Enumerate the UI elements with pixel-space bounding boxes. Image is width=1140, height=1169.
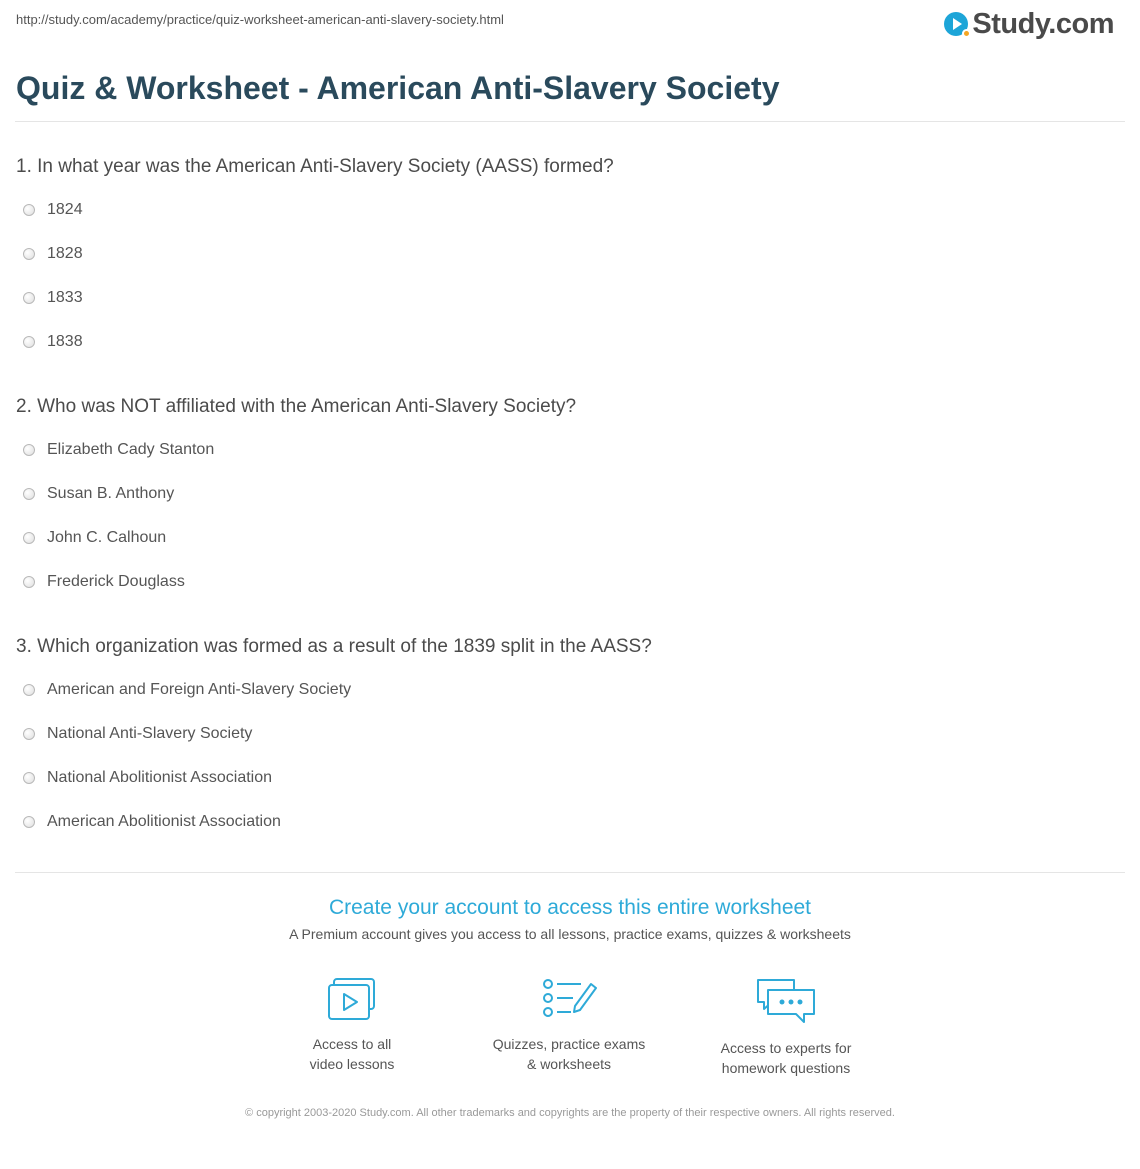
video-lessons-icon — [326, 976, 378, 1022]
option-label: 1838 — [47, 333, 83, 350]
feature-experts — [686, 976, 886, 1078]
answer-option[interactable] — [23, 572, 185, 592]
question-2: 2. Who was NOT affiliated with the American Anti-Slavery Society? — [16, 396, 577, 417]
page-title: Quiz & Worksheet - American Anti-Slavery Society — [16, 70, 780, 106]
radio-button[interactable] — [23, 684, 35, 696]
study-logo[interactable] — [944, 7, 1114, 41]
question-3: 3. Which organization was formed as a result of the 1839 split in the AASS? — [16, 636, 652, 657]
option-label: Frederick Douglass — [47, 573, 185, 590]
title-divider — [15, 121, 1125, 122]
feature-label: Access to all video lessons — [309, 1036, 395, 1072]
answer-option[interactable] — [23, 200, 83, 220]
radio-button[interactable] — [23, 576, 35, 588]
radio-button[interactable] — [23, 204, 35, 216]
feature-label: Access to experts for homework questions — [720, 1040, 852, 1076]
radio-button[interactable] — [23, 444, 35, 456]
answer-option[interactable] — [23, 812, 281, 832]
option-label: National Anti-Slavery Society — [47, 725, 253, 742]
copyright-notice: © copyright 2003-2020 Study.com. All other trademarks and copyrights are the property of their respective owners. All rights reserved. — [245, 1107, 895, 1119]
option-label: American and Foreign Anti-Slavery Society — [47, 681, 352, 698]
feature-video-lessons — [252, 976, 452, 1074]
answer-option[interactable] — [23, 440, 214, 460]
option-label: Susan B. Anthony — [47, 485, 175, 502]
option-label: Elizabeth Cady Stanton — [47, 441, 215, 458]
answer-option[interactable] — [23, 244, 83, 264]
answer-option[interactable] — [23, 680, 351, 700]
radio-button[interactable] — [23, 336, 35, 348]
answer-option[interactable] — [23, 484, 174, 504]
feature-quizzes — [469, 976, 669, 1074]
page-url: http://study.com/academy/practice/quiz-worksheet-american-anti-slavery-society.html — [16, 12, 504, 27]
option-label: National Abolitionist Association — [47, 769, 273, 786]
option-label: John C. Calhoun — [47, 529, 167, 546]
answer-option[interactable] — [23, 724, 252, 744]
radio-button[interactable] — [23, 532, 35, 544]
radio-button[interactable] — [23, 292, 35, 304]
radio-button[interactable] — [23, 772, 35, 784]
answer-option[interactable] — [23, 768, 272, 788]
logo-text: Study.com — [972, 7, 1114, 40]
top-bar — [0, 0, 1140, 48]
answer-option[interactable] — [23, 332, 83, 352]
checklist-pencil-icon — [541, 976, 597, 1022]
option-label: 1824 — [47, 201, 83, 218]
cta-subtitle: A Premium account gives you access to all lessons, practice exams, quizzes & worksheets — [289, 926, 851, 942]
question-1: 1. In what year was the American Anti-Slavery Society (AASS) formed? — [16, 156, 614, 177]
feature-label: Quizzes, practice exams & worksheets — [492, 1036, 646, 1072]
answer-option[interactable] — [23, 288, 83, 308]
section-divider — [15, 872, 1125, 873]
create-account-link[interactable]: Create your account to access this entire worksheet — [328, 896, 812, 919]
answer-option[interactable] — [23, 528, 166, 548]
radio-button[interactable] — [23, 488, 35, 500]
radio-button[interactable] — [23, 728, 35, 740]
option-label: 1828 — [47, 245, 83, 262]
radio-button[interactable] — [23, 248, 35, 260]
radio-button[interactable] — [23, 816, 35, 828]
option-label: 1833 — [47, 289, 83, 306]
chat-bubbles-icon — [754, 976, 818, 1026]
option-label: American Abolitionist Association — [47, 813, 281, 830]
play-logo-icon — [944, 12, 968, 36]
